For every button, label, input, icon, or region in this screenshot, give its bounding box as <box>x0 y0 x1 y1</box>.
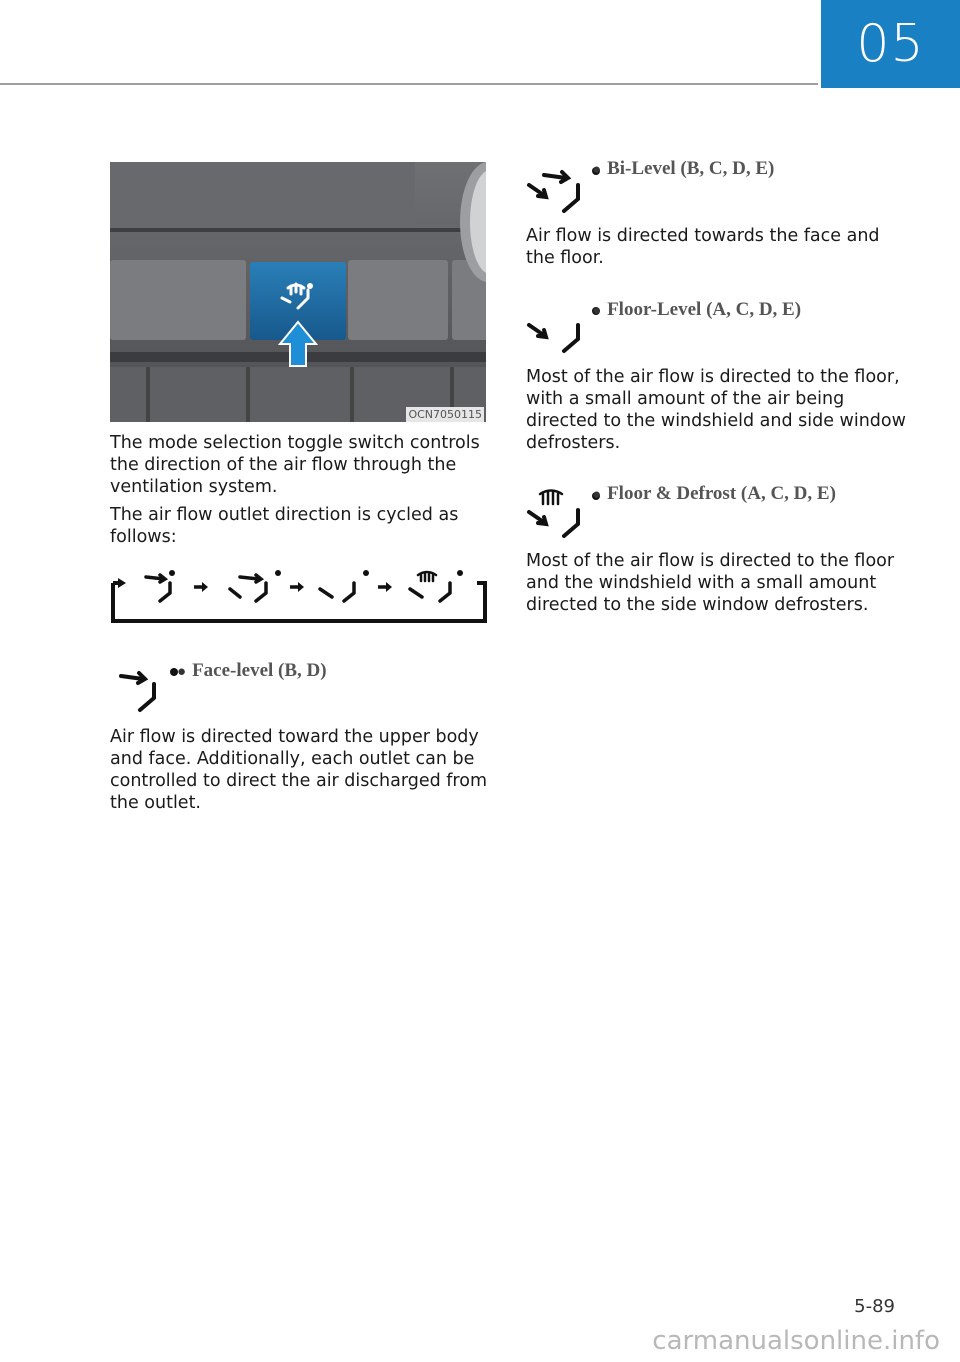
face-level-icon <box>118 662 180 714</box>
bi-level-text: Air flow is directed towards the face and the floor. <box>526 226 880 268</box>
mode-switch-photo <box>110 162 486 422</box>
page-number: 5-89 <box>854 1296 895 1317</box>
mode-cycle-diagram <box>110 565 488 625</box>
floor-level-text: Most of the air flow is directed to the floor, with a small amount of the air being directed to the windshield and side window defrosters. <box>526 367 906 453</box>
bi-level-title: ● Bi-Level (B, C, D, E) <box>592 158 775 179</box>
cycle-bi-level-icon <box>230 575 266 601</box>
bullet-dot: ● <box>592 303 602 319</box>
chapter-tab: 05 <box>821 0 960 88</box>
floor-level-title: ● Floor-Level (A, C, D, E) <box>592 299 802 320</box>
face-level-text: Air flow is directed toward the upper body and face. Additionally, each outlet can be controlled to direct the air discharged from the outlet. <box>110 727 487 813</box>
bullet-dot: ● <box>592 162 602 178</box>
intro-paragraph-2: The air flow outlet direction is cycled as follows: <box>110 505 459 547</box>
bullet-dot: ● <box>592 487 602 503</box>
header-rule <box>0 83 818 85</box>
floor-defrost-text: Most of the air flow is directed to the floor and the windshield with a small amount directed to the side window defrosters. <box>526 551 895 615</box>
cycle-floor-icon <box>320 583 354 601</box>
face-level-title: ● Face-level (B, D) <box>177 660 327 681</box>
figure-code: OCN7050115 <box>408 408 482 421</box>
cycle-face-icon <box>146 575 170 601</box>
bullet-dot: ● <box>177 664 187 680</box>
watermark: carmanualsonline.info <box>652 1326 940 1356</box>
cycle-floor-defrost-icon <box>418 572 436 581</box>
intro-paragraph-1: The mode selection toggle switch controls the direction of the air flow through the ventilation system. <box>110 433 480 497</box>
floor-defrost-title: ● Floor & Defrost (A, C, D, E) <box>592 483 836 504</box>
